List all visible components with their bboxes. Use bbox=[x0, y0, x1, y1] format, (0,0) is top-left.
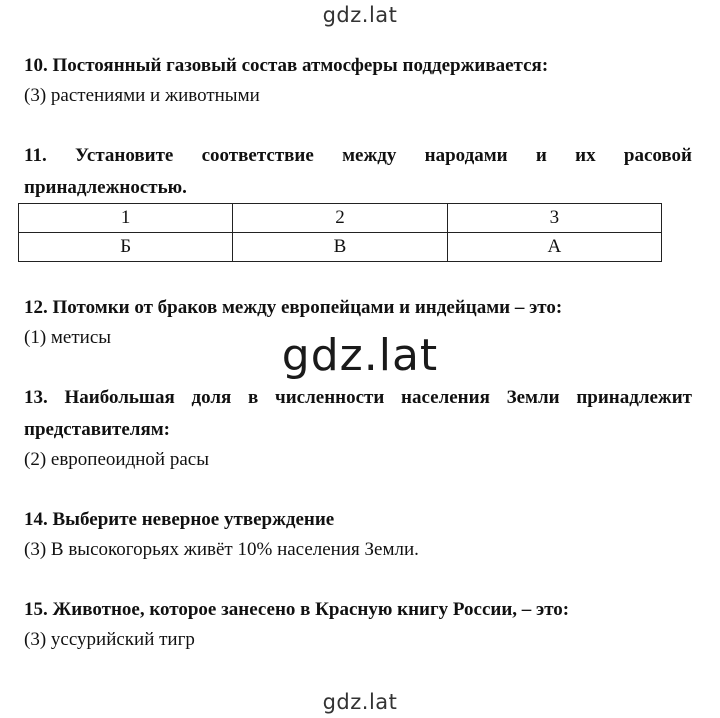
question-title: 10. Постоянный газовый состав атмосферы поддерживается: bbox=[24, 55, 549, 76]
table-cell: 2 bbox=[233, 204, 447, 233]
table-cell: 1 bbox=[19, 204, 233, 233]
watermark-center: gdz.lat bbox=[281, 330, 439, 381]
table-cell: 3 bbox=[447, 204, 661, 233]
question-11 bbox=[24, 140, 692, 204]
question-answer: (3) растениями и животными bbox=[24, 85, 260, 106]
question-title: 12. Потомки от браков между европейцами и индейцами – это: bbox=[24, 297, 563, 318]
question-13 bbox=[24, 382, 692, 474]
matching-table bbox=[18, 203, 662, 262]
table-cell: В bbox=[233, 233, 447, 262]
question-title: 15. Животное, которое занесено в Красную книгу России, – это: bbox=[24, 599, 570, 620]
question-title: 14. Выберите неверное утверждение bbox=[24, 509, 335, 530]
question-10 bbox=[24, 50, 692, 110]
question-title: 13. Наибольшая доля в численности населения Земли принадлежит представителям: bbox=[24, 387, 692, 440]
question-answer: (3) уссурийский тигр bbox=[24, 629, 195, 650]
watermark-bottom: gdz.lat bbox=[322, 690, 398, 714]
question-title: 11. Установите соответствие между народами и их расовой принадлежностью. bbox=[24, 145, 692, 198]
table-cell: Б bbox=[19, 233, 233, 262]
question-answer: (1) метисы bbox=[24, 327, 112, 348]
table-header-row bbox=[19, 204, 662, 233]
question-14 bbox=[24, 504, 692, 564]
watermark-top: gdz.lat bbox=[322, 3, 398, 27]
question-answer: (2) европеоидной расы bbox=[24, 449, 209, 470]
table-cell: А bbox=[447, 233, 661, 262]
table-row bbox=[19, 233, 662, 262]
question-15 bbox=[24, 594, 692, 654]
question-answer: (3) В высокогорьях живёт 10% населения Земли. bbox=[24, 539, 419, 560]
